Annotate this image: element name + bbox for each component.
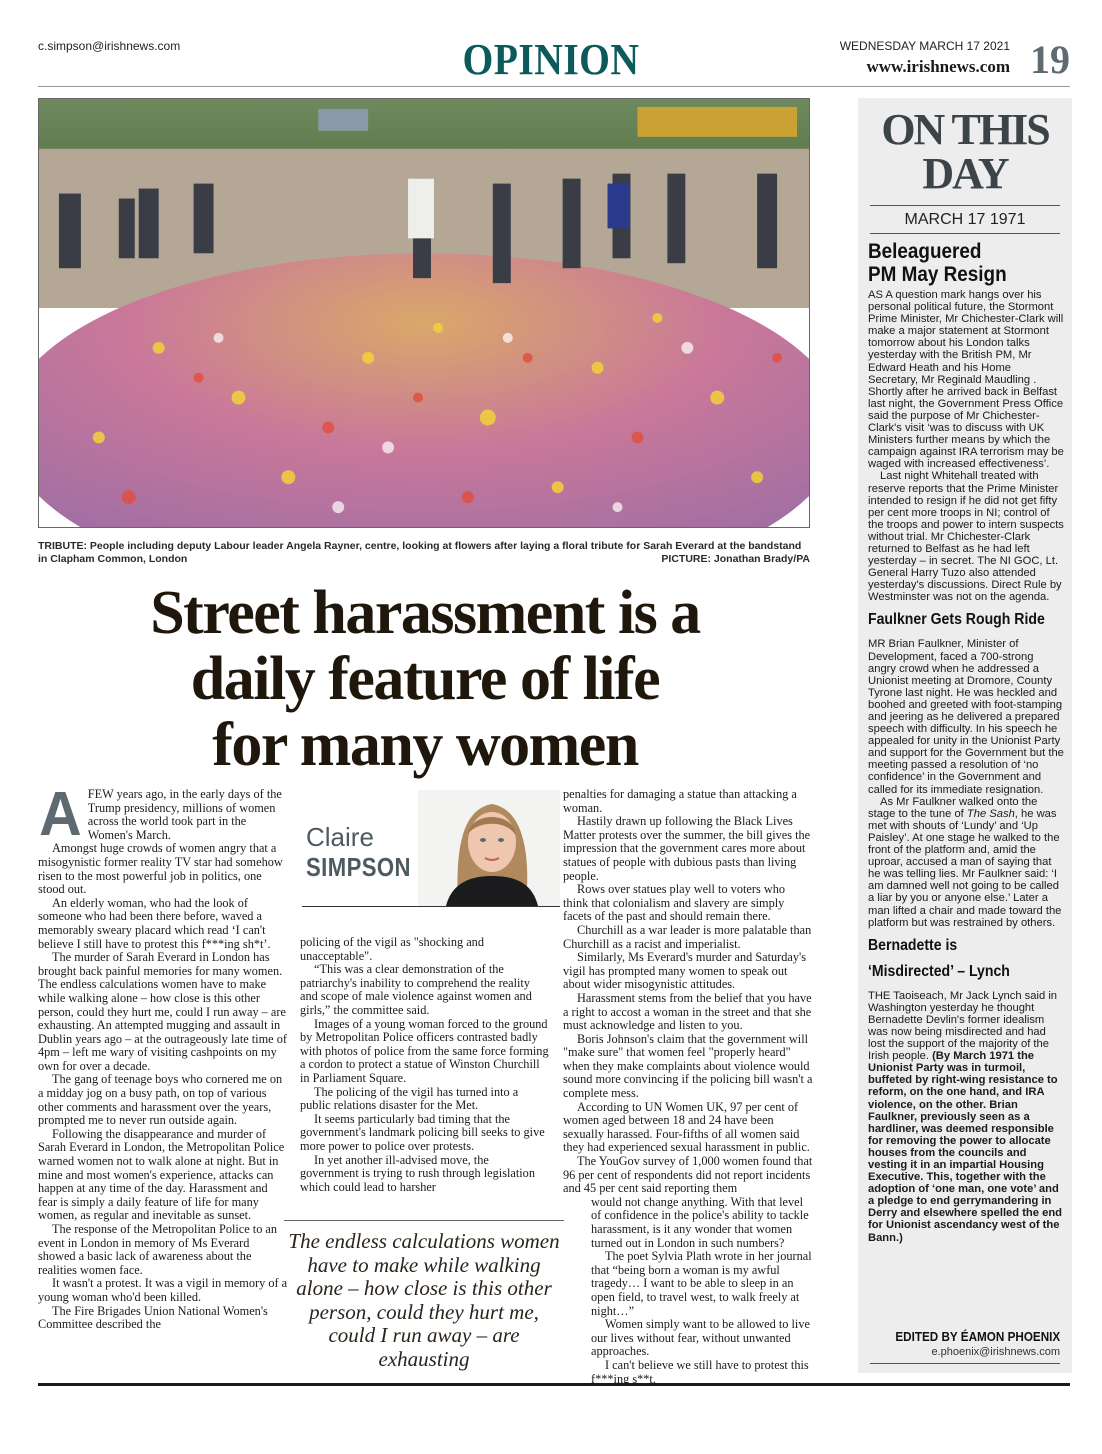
article-paragraph: The murder of Sarah Everard in London has brought back painful memories for many women. The endless calculations women have to make while walking alone – how close is this other person, could they hurt me, could I run away – are exhausting. An attempted mugging and assault in Dublin years ago – at the outrageously late time of 4pm – left me wary of visiting cashpoints on my own for over a decade. [38, 950, 287, 1073]
article-column-1 [38, 780, 288, 1332]
article-indented-block [563, 1196, 813, 1386]
article-paragraph: The policing of the vigil has turned into a public relations disaster for the Met. [300, 1084, 519, 1113]
article-paragraph: Following the disappearance and murder of Sarah Everard in London, the Metropolitan Police warned women not to walk alone at night. But in mine and most women's experience, attacks can happen at any time of the day. Harassment and fear is simply a daily feature of life for many women, as regular and inevitable as sunset. [38, 1126, 285, 1223]
article-paragraph: The Fire Brigades Union National Women's Committee described the [38, 1303, 268, 1332]
photo-credit: PICTURE: Jonathan Brady/PA [661, 553, 810, 565]
article-paragraph: Harassment stems from the belief that you have a right to accost a woman in the street and that she must acknowledge and listen to you. [563, 990, 812, 1033]
sidebar-editor-email: e.phoenix@irishnews.com [931, 1346, 1060, 1358]
author-portrait [418, 790, 560, 906]
article-paragraph: The gang of teenage boys who cornered me on a midday jog on a busy path, on top of various other comments and harassment over the years, prompted me to never run outside again. [38, 1072, 283, 1128]
flowers-photo-illustration [39, 99, 809, 527]
section-title: OPINION [462, 35, 640, 84]
article-paragraph: The poet Sylvia Plath wrote in her journal that “being born a woman is my awful tragedy… I want to be able to sleep in an open field, to travel west, to walk freely at night…” [591, 1249, 812, 1318]
story-headline: ‘Misdirected’ – Lynch [868, 962, 1010, 980]
article-paragraph: Hastily drawn up following the Black Lives Matter protests over the summer, the bill gives the impression that the government cares more about statues of people with dubious pasts than living people. [563, 814, 811, 883]
story-paragraph: AS A question mark hangs over his personal political future, the Stormont Prime Minister, Mr Chichester-Clark will make a major statement at Stormont tomorrow about his London talks yesterday with the British PM, Mr Edward Heath and his Home Secretary, Mr Reginald Maudling . Shortly after he arrived back in Belfast last night, the Government Press Office said the purpose of Mr Chichester-Clark's visit ‘was to discuss with UK Ministers further means by which the campaign against IRA terrorism may be waged with increased effectiveness’. [868, 289, 1064, 471]
article-paragraph: The YouGov survey of 1,000 women found that 96 per cent of respondents did not report incidents and 45 per cent said reporting them [563, 1154, 813, 1196]
article-headline [40, 580, 810, 778]
article-paragraph: policing of the vigil as "shocking and unacceptable". [300, 935, 484, 963]
headline-line-2: daily feature of life [190, 645, 660, 713]
caption-text: TRIBUTE: People including deputy Labour leader Angela Rayner, centre, looking at flowers after laying a floral tribute for Sarah Everard at the bandstand in Clapham Common, London [38, 540, 802, 565]
photo-caption [38, 540, 810, 566]
story-paragraph: MR Brian Faulkner, Minister of Development, faced a 700-strong angry crowd when he addressed a Unionist meeting at Dromore, County Tyrone last night. He was heckled and boohed and greeted with foot-stamping and jeering as he delivered a prepared speech with difficulty. In his speech he appealed for unity in the Unionist Party and support for the Government but the meeting passed a resolution of ‘no confidence’ in the Government and called for its immediate resignation. [868, 638, 1064, 796]
article-paragraph: Images of a young woman forced to the ground by Metropolitan Police officers contrasted badly with photos of police from the same force forming a cordon to protect a statue of Winston Churchill in Parliament Square. [300, 1016, 549, 1085]
article-paragraph: According to UN Women UK, 97 per cent of women aged between 18 and 24 have been sexually harassed. Four-fifths of all women said they had experienced sexual harassment in public. [563, 1099, 810, 1155]
pullquote-divider [284, 1220, 564, 1221]
sidebar-divider [870, 233, 1060, 234]
article-paragraph: In yet another ill-advised move, the government is trying to rush through legislation which could lead to harsher [300, 1152, 535, 1194]
author-byline [300, 790, 562, 908]
author-headshot-illustration [418, 790, 560, 906]
article-paragraph: I can't believe we still have to protest this f***ing s**t. [591, 1357, 809, 1386]
article-paragraph: would not change anything. With that level of confidence in the police's ability to tackle harassment, is it any wonder that women turned out in London in such numbers? [591, 1194, 809, 1250]
story-headline: Faulkner Gets Rough Ride [868, 611, 1045, 629]
sidebar-date: MARCH 17 1971 [904, 211, 1026, 228]
article-paragraph: Amongst huge crowds of women angry that a misogynistic former reality TV star had somehow risen to the most powerful job in politics, one stood out. [38, 841, 283, 897]
article-paragraph: AFEW years ago, in the early days of the Trump presidency, millions of women across the world took part in the Women's March. [39, 780, 282, 849]
author-first-name: Claire [306, 822, 374, 852]
sidebar-divider [870, 205, 1060, 206]
article-paragraph: “This was a clear demonstration of the patriarchy's inability to comprehend the reality and scope of male violence against women and girls,” the committee said. [300, 962, 532, 1017]
story-headline: Bernadette is [868, 936, 958, 954]
author-email: c.simpson@irishnews.com [38, 39, 181, 53]
on-this-day-sidebar [858, 98, 1072, 1373]
story-headline: Beleaguered [868, 240, 982, 263]
article-column-3 [563, 788, 813, 1386]
story-headline: PM May Resign [868, 263, 1007, 286]
issue-date: WEDNESDAY MARCH 17 2021 [839, 39, 1010, 53]
pull-quote: The endless calculations women have to make while walking alone – how close is this other person, could they hurt me, could I run away – are exhausting [288, 1229, 560, 1371]
article-paragraph: It seems particularly bad timing that the government's landmark policing bill seeks to give more power to police over protests. [300, 1111, 545, 1153]
sidebar-title: ON THIS DAY [881, 105, 1049, 198]
drop-cap: A [39, 780, 82, 849]
article-paragraph: Churchill as a war leader is more palatable than Churchill as a racist and imperialist. [563, 922, 812, 951]
article-column-2 [300, 936, 550, 1194]
website-url: www.irishnews.com [866, 57, 1010, 76]
article-paragraph: Similarly, Ms Everard's murder and Saturday's vigil has prompted many women to speak out about wider misogynistic attitudes. [563, 950, 807, 992]
article-paragraph: Rows over statues play well to voters who think that colonialism and slavery are simply facets of the past and should remain there. [563, 882, 785, 924]
story-beleaguered-pm [868, 240, 1064, 1244]
sidebar-end-rule [870, 1363, 1060, 1364]
byline-divider [302, 906, 560, 907]
page-bottom-rule [38, 1383, 1070, 1386]
headline-line-1: Street harassment is a [150, 579, 700, 647]
story-paragraph: THE Taoiseach, Mr Jack Lynch said in Washington yesterday he thought Bernadette Devlin's former idealism was now being misdirected and had lost the support of the majority of the Irish people. (By March 1971 the Unionist Party was in turmoil, buffeted by right-wing resistance to reform, on the one hand, and IRA violence, on the other. Brian Faulkner, previously seen as a hardliner, was deemed responsible for removing the power to allocate houses from the councils and vesting it in an impartial Housing Executive. This, together with the adoption of ‘one man, one vote’ and a pledge to end gerrymandering in Derry and elsewhere spelled the end for Unionist ascendancy west of the Bann.) [868, 989, 1062, 1244]
story-paragraph: Last night Whitehall treated with reserve reports that the Prime Minister intended to resign if he did not get fifty per cent more troops in NI; control of the troops and power to intern suspects without trial. Mr Chichester-Clark returned to Belfast as he had left yesterday – in secret. The NI GOC, Lt. General Harry Tuzo also attended yesterday's discussions. Direct Rule by Westminster was not on the agenda. [868, 470, 1064, 604]
article-paragraph: penalties for damaging a statue than attacking a woman. [563, 787, 797, 815]
headline-line-3: for many women [212, 711, 638, 779]
song-title: The Sash [966, 807, 1015, 820]
article-paragraph: It wasn't a protest. It was a vigil in memory of a young woman who'd been killed. [38, 1276, 288, 1304]
masthead-divider [38, 86, 1070, 87]
author-last-name: SIMPSON [306, 852, 411, 882]
tribute-photo [38, 98, 810, 528]
article-paragraph: An elderly woman, who had the look of someone who had been there before, waved a memorably sweary placard which read ‘I can't believe I still have to protest this f***ing sh*t’. [38, 895, 271, 951]
article-paragraph: Boris Johnson's claim that the government will "make sure" that women feel "properly heard" when they make complaints about violence would sound more convincing if the policing bill wasn't a complete mess. [563, 1031, 813, 1101]
story-paragraph: As Mr Faulkner walked onto the stage to the tune of The Sash, he was met with shouts of ‘Lundy’ and ‘Up Paisley’. At one stage he walked to the front of the platform and, amid the uproar, accused a man of saying that he was telling lies. Mr Faulkner said: ‘I am damned well not going to be called a liar by you or anyone else.’ Later a man lifted a chair and made toward the platform but was restrained by others. [868, 795, 1062, 929]
article-paragraph: Women simply want to be allowed to live our lives without fear, without unwanted approaches. [591, 1317, 810, 1359]
sidebar-editor: EDITED BY ÉAMON PHOENIX [895, 1329, 1060, 1344]
historical-note: (By March 1971 the Unionist Party was in turmoil, buffeted by right-wing resistance to reform, on the one hand, and IRA violence, on the other. Brian Faulkner, previously seen as a hardliner, was deemed responsible for removing the power to allocate houses from the councils and vesting it in an impartial Housing Executive. This, together with the adoption of ‘one man, one vote’ and a pledge to end gerrymandering in Derry and elsewhere spelled the end for Unionist ascendancy west of the Bann.) [868, 1050, 1062, 1244]
page-number: 19 [1030, 37, 1070, 82]
article-paragraph: The response of the Metropolitan Police to an event in London in memory of Ms Everard showed a basic lack of awareness about the realities women face. [38, 1222, 278, 1277]
